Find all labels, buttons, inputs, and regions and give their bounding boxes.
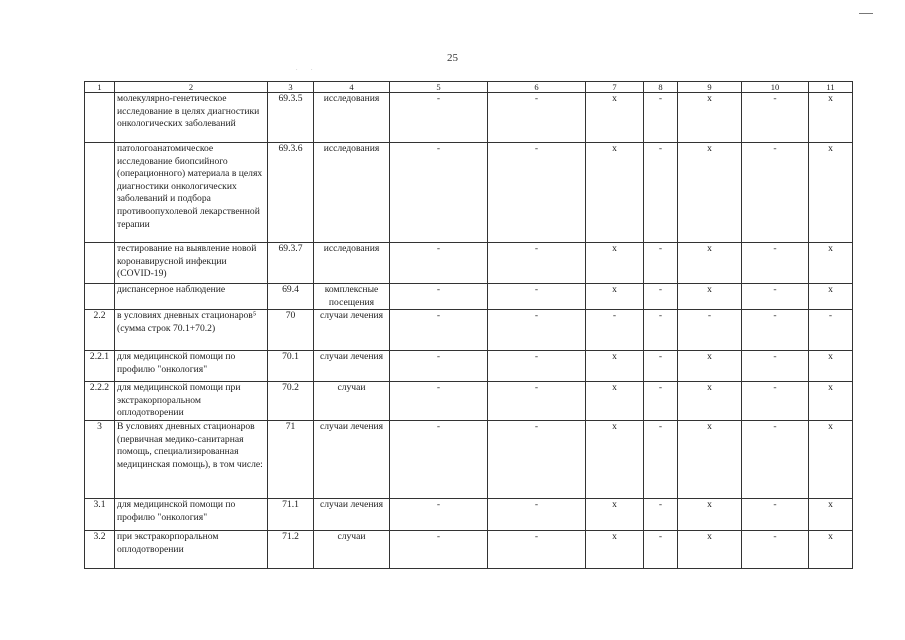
row-unit-cell: исследования <box>314 143 390 243</box>
value-cell: - <box>488 530 586 568</box>
row-name-cell: В условиях дневных стационаров (первичная медико-санитарная помощь, специализированная медицинская помощь), в том числе: <box>115 420 268 498</box>
value-cell: - <box>390 420 488 498</box>
row-number-cell <box>85 93 115 143</box>
table-row <box>85 93 853 143</box>
row-name-cell: тестирование на выявление новой коронавирусной инфекции (COVID-19) <box>115 243 268 284</box>
page-number: 25 <box>447 52 458 64</box>
row-number-cell: 2.2.1 <box>85 351 115 382</box>
row-name-cell: патологоанатомическое исследование биопсийного (операционного) материала в целях диагностики онкологических заболеваний и подбора противоопухолевой лекарственной терапии <box>115 143 268 243</box>
row-number-cell <box>85 143 115 243</box>
row-unit-cell: случаи лечения <box>314 420 390 498</box>
row-unit-cell: случаи <box>314 530 390 568</box>
value-cell: - <box>644 382 678 421</box>
value-cell: - <box>742 243 809 284</box>
value-cell: - <box>644 243 678 284</box>
value-cell: - <box>488 143 586 243</box>
corner-mark <box>859 13 873 14</box>
row-code-cell: 71.2 <box>268 530 314 568</box>
column-header: 1 <box>85 82 115 93</box>
value-cell: - <box>488 351 586 382</box>
value-cell: x <box>586 382 644 421</box>
row-code-cell: 69.3.5 <box>268 93 314 143</box>
row-number-cell: 2.2 <box>85 310 115 351</box>
table-row <box>85 498 853 530</box>
table-row <box>85 143 853 243</box>
value-cell: - <box>742 93 809 143</box>
value-cell: x <box>678 143 742 243</box>
value-cell: - <box>644 93 678 143</box>
row-code-cell: 70.1 <box>268 351 314 382</box>
value-cell: x <box>678 284 742 310</box>
column-header: 5 <box>390 82 488 93</box>
row-name-cell: для медицинской помощи по профилю "онкология" <box>115 498 268 530</box>
row-unit-cell: случаи лечения <box>314 310 390 351</box>
table-row <box>85 530 853 568</box>
value-cell: - <box>742 530 809 568</box>
value-cell: - <box>644 420 678 498</box>
value-cell: - <box>390 498 488 530</box>
value-cell: - <box>644 351 678 382</box>
row-unit-cell: случаи лечения <box>314 351 390 382</box>
value-cell: - <box>390 382 488 421</box>
value-cell: x <box>809 284 853 310</box>
value-cell: - <box>644 284 678 310</box>
header-row <box>85 82 853 93</box>
value-cell: - <box>390 530 488 568</box>
value-cell: - <box>742 420 809 498</box>
value-cell: x <box>809 530 853 568</box>
row-unit-cell: исследования <box>314 93 390 143</box>
value-cell: - <box>742 284 809 310</box>
row-number-cell: 3.1 <box>85 498 115 530</box>
value-cell: - <box>644 310 678 351</box>
value-cell: x <box>678 351 742 382</box>
value-cell: - <box>488 284 586 310</box>
value-cell: x <box>809 498 853 530</box>
row-number-cell <box>85 284 115 310</box>
table-row <box>85 284 853 310</box>
row-name-cell: в условиях дневных стационаров⁵ (сумма строк 70.1+70.2) <box>115 310 268 351</box>
table-row <box>85 420 853 498</box>
value-cell: x <box>678 382 742 421</box>
value-cell: x <box>809 243 853 284</box>
value-cell: x <box>809 93 853 143</box>
table-row <box>85 351 853 382</box>
row-name-cell: диспансерное наблюдение <box>115 284 268 310</box>
value-cell: x <box>586 420 644 498</box>
row-code-cell: 70.2 <box>268 382 314 421</box>
value-cell: - <box>390 284 488 310</box>
value-cell: - <box>488 310 586 351</box>
value-cell: x <box>809 420 853 498</box>
row-code-cell: 71.1 <box>268 498 314 530</box>
value-cell: - <box>742 351 809 382</box>
value-cell: - <box>586 310 644 351</box>
column-header: 11 <box>809 82 853 93</box>
value-cell: x <box>586 93 644 143</box>
table-row <box>85 310 853 351</box>
value-cell: - <box>809 310 853 351</box>
column-header: 3 <box>268 82 314 93</box>
column-header: 9 <box>678 82 742 93</box>
column-header: 4 <box>314 82 390 93</box>
value-cell: - <box>742 498 809 530</box>
value-cell: - <box>390 310 488 351</box>
value-cell: - <box>488 93 586 143</box>
row-code-cell: 69.3.7 <box>268 243 314 284</box>
column-header: 6 <box>488 82 586 93</box>
value-cell: x <box>678 530 742 568</box>
row-code-cell: 69.3.6 <box>268 143 314 243</box>
value-cell: - <box>488 243 586 284</box>
table-row <box>85 382 853 421</box>
row-unit-cell: исследования <box>314 243 390 284</box>
value-cell: - <box>488 382 586 421</box>
row-number-cell: 3.2 <box>85 530 115 568</box>
value-cell: x <box>586 284 644 310</box>
value-cell: x <box>678 243 742 284</box>
value-cell: - <box>644 530 678 568</box>
value-cell: - <box>644 498 678 530</box>
row-number-cell: 2.2.2 <box>85 382 115 421</box>
value-cell: x <box>586 143 644 243</box>
row-name-cell: молекулярно-генетическое исследование в целях диагностики онкологических заболеваний <box>115 93 268 143</box>
row-name-cell: для медицинской помощи при экстракорпоральном оплодотворении <box>115 382 268 421</box>
row-number-cell <box>85 243 115 284</box>
row-number-cell: 3 <box>85 420 115 498</box>
value-cell: x <box>586 530 644 568</box>
value-cell: - <box>390 351 488 382</box>
value-cell: - <box>390 93 488 143</box>
value-cell: - <box>678 310 742 351</box>
data-table <box>84 81 853 569</box>
value-cell: x <box>678 420 742 498</box>
row-unit-cell: случаи <box>314 382 390 421</box>
value-cell: - <box>742 143 809 243</box>
value-cell: - <box>742 310 809 351</box>
row-unit-cell: комплексные посещения <box>314 284 390 310</box>
value-cell: x <box>586 498 644 530</box>
value-cell: - <box>644 143 678 243</box>
value-cell: x <box>586 243 644 284</box>
row-unit-cell: случаи лечения <box>314 498 390 530</box>
value-cell: - <box>390 243 488 284</box>
column-header: 8 <box>644 82 678 93</box>
row-name-cell: при экстракорпоральном оплодотворении <box>115 530 268 568</box>
row-code-cell: 69.4 <box>268 284 314 310</box>
column-header: 10 <box>742 82 809 93</box>
scan-artifact: . . <box>296 66 319 72</box>
value-cell: x <box>809 143 853 243</box>
value-cell: - <box>390 143 488 243</box>
value-cell: x <box>678 498 742 530</box>
value-cell: x <box>809 382 853 421</box>
row-code-cell: 70 <box>268 310 314 351</box>
table-row <box>85 243 853 284</box>
value-cell: x <box>586 351 644 382</box>
column-header: 7 <box>586 82 644 93</box>
row-code-cell: 71 <box>268 420 314 498</box>
value-cell: x <box>678 93 742 143</box>
value-cell: x <box>809 351 853 382</box>
value-cell: - <box>488 420 586 498</box>
value-cell: - <box>488 498 586 530</box>
row-name-cell: для медицинской помощи по профилю "онкология" <box>115 351 268 382</box>
column-header: 2 <box>115 82 268 93</box>
value-cell: - <box>742 382 809 421</box>
